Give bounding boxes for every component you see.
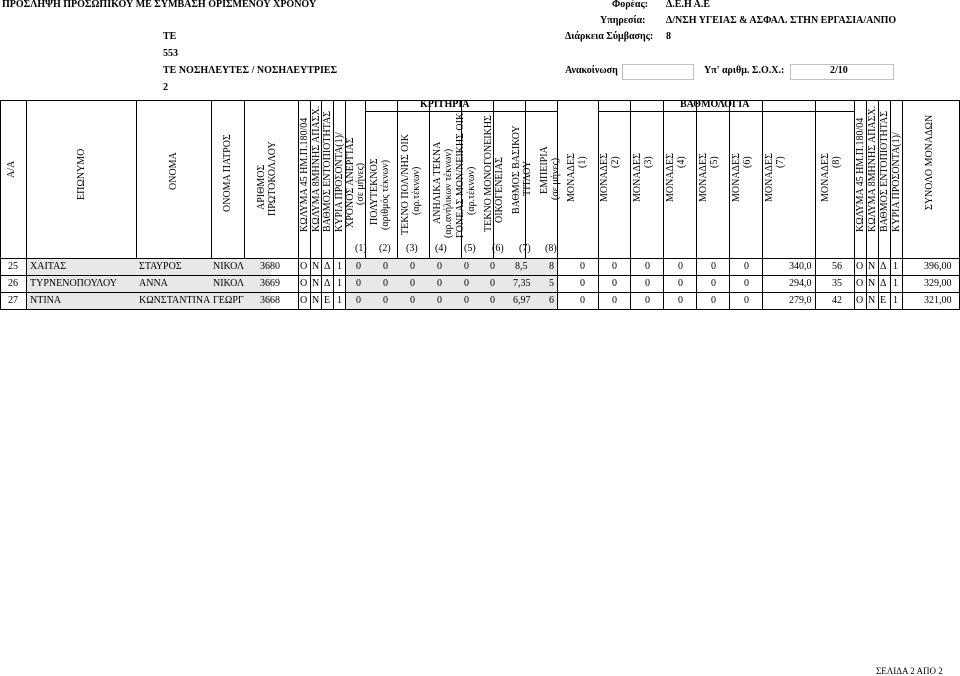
row-r1: Ο <box>856 261 864 272</box>
col-onoma-patros: ΟΝΟΜΑ ΠΑΤΡΟΣ <box>222 134 233 212</box>
col-kyria: ΚΥΡΙΑ ΠΡΟΣΟΝΤΑ(1)/ <box>334 132 345 232</box>
row-k1: Ο <box>300 261 308 272</box>
row-k3: Δ <box>324 261 331 272</box>
criteria-num-7: (7) <box>519 243 531 254</box>
col-tekno-poly-unit: (αρ.τέκνων) <box>411 166 422 215</box>
row-m5: 0 <box>711 261 716 272</box>
col-monades-2-num: (2) <box>610 156 621 168</box>
ypiresia-value: Δ/ΝΣΗ ΥΓΕΙΑΣ & ΑΣΦΑΛ. ΣΤΗΝ ΕΡΓΑΣΙΑ/ΑΝΠΟ <box>666 15 897 26</box>
diarkeia-value: 8 <box>666 31 671 42</box>
row-r2: Ν <box>868 261 876 272</box>
col-monades-7: ΜΟΝΑΔΕΣ <box>764 153 775 202</box>
row-k3: Ε <box>324 295 331 306</box>
row-r3: Ε <box>880 295 887 306</box>
row-k4: 1 <box>337 278 342 289</box>
col-ar-protokollou-1: ΑΡΙΘΜΟΣ <box>256 164 267 210</box>
col-monades-6-num: (6) <box>742 156 753 168</box>
col-monades-8: ΜΟΝΑΔΕΣ <box>820 153 831 202</box>
row-r2: Ν <box>868 278 876 289</box>
row-c5: 0 <box>464 261 469 272</box>
row-c4: 0 <box>437 278 442 289</box>
row-r4: 1 <box>893 261 898 272</box>
col-kolyma-8m: ΚΩΛΥΜΑ 8ΜΗΝΗΣ ΑΠΑΣΧ. <box>311 105 322 232</box>
row-c2: 0 <box>383 261 388 272</box>
col-ar-protokollou-2: ΠΡΩΤΟΚΟΛΛΟΥ <box>267 141 278 216</box>
row-c4: 0 <box>437 295 442 306</box>
row-c7: 7,35 <box>513 278 531 289</box>
row-c1: 0 <box>356 295 361 306</box>
row-m4: 0 <box>678 295 683 306</box>
row-m1: 0 <box>580 261 585 272</box>
col-vathmos-titlou-2: ΤΙΤΛΟΥ <box>522 160 533 196</box>
col-monades-3: ΜΟΝΑΔΕΣ <box>632 153 643 202</box>
row-r4: 1 <box>893 278 898 289</box>
row-r2: Ν <box>868 295 876 306</box>
row-total: 321,00 <box>924 295 952 306</box>
row-m6: 0 <box>744 295 749 306</box>
row-onoma: ΚΩΝΣΤΑΝΤΙΝΑ <box>139 295 211 306</box>
document-title: ΠΡΟΣΛΗΨΗ ΠΡΟΣΩΠΙΚΟΥ ΜΕ ΣΥΜΒΑΣΗ ΟΡΙΣΜΕΝΟΥ ΧΡΟΝΟΥ <box>2 0 317 10</box>
col-vathmos-titlou: ΒΑΘΜΟΣ ΒΑΣΙΚΟΥ <box>511 125 522 214</box>
row-m6: 0 <box>744 278 749 289</box>
col-synolo: ΣΥΝΟΛΟ ΜΟΝΑΔΩΝ <box>924 114 935 210</box>
code-label: 553 <box>163 48 178 59</box>
row-m2: 0 <box>612 261 617 272</box>
col-monades-5-num: (5) <box>709 156 720 168</box>
col-kolyma-45-r: ΚΩΛΥΜΑ 45 ΗΜ.Π.180/04 <box>855 117 866 232</box>
col-kolyma-45: ΚΩΛΥΜΑ 45 ΗΜ.Π.180/04 <box>299 117 310 232</box>
ypiresia-label: Υπηρεσία: <box>600 15 646 26</box>
foreas-label: Φορέας: <box>612 0 649 10</box>
col-monades-6: ΜΟΝΑΔΕΣ <box>731 153 742 202</box>
anakoinosi-field <box>622 64 694 80</box>
row-aa: 25 <box>8 261 18 272</box>
row-k2: Ν <box>312 261 320 272</box>
row-m8: 56 <box>832 261 842 272</box>
criteria-num-8: (8) <box>545 243 557 254</box>
page-number: ΣΕΛΙΔΑ 2 ΑΠΟ 2 <box>876 666 943 676</box>
row-m8: 42 <box>832 295 842 306</box>
row-m7: 340,0 <box>789 261 812 272</box>
row-c3: 0 <box>410 261 415 272</box>
row-c3: 0 <box>410 295 415 306</box>
row-m7: 279,0 <box>789 295 812 306</box>
row-r1: Ο <box>856 278 864 289</box>
diarkeia-label: Διάρκεια Σύμβασης: <box>565 31 654 42</box>
col-monades-4-num: (4) <box>676 156 687 168</box>
criteria-num-2: (2) <box>379 243 391 254</box>
col-monades-7-num: (7) <box>775 156 786 168</box>
category-label: ΤΕ <box>163 31 177 42</box>
positions-count: 2 <box>163 82 168 93</box>
row-m1: 0 <box>580 295 585 306</box>
row-m4: 0 <box>678 278 683 289</box>
row-c2: 0 <box>383 278 388 289</box>
col-monades-5: ΜΟΝΑΔΕΣ <box>698 153 709 202</box>
kritiria-header: ΚΡΙΤΗΡΙΑ <box>420 99 470 110</box>
row-k3: Δ <box>324 278 331 289</box>
row-patros: ΝΙΚΟΛ <box>213 261 245 272</box>
row-m8: 35 <box>832 278 842 289</box>
row-c6: 0 <box>490 295 495 306</box>
col-goneas-unit: (αρ.τέκνων) <box>466 166 477 215</box>
criteria-num-3: (3) <box>406 243 418 254</box>
row-k4: 1 <box>337 261 342 272</box>
row-c1: 0 <box>356 261 361 272</box>
row-r4: 1 <box>893 295 898 306</box>
col-eponymo: ΕΠΩΝΥΜΟ <box>76 148 87 200</box>
row-c7: 8,5 <box>515 261 528 272</box>
row-onoma: ΣΤΑΥΡΟΣ <box>139 261 182 272</box>
col-monades-8-num: (8) <box>831 156 842 168</box>
col-monades-4: ΜΟΝΑΔΕΣ <box>665 153 676 202</box>
criteria-num-4: (4) <box>435 243 447 254</box>
col-tekno-poly: ΤΕΚΝΟ ΠΟΛ/ΝΗΣ ΟΙΚ <box>400 134 411 235</box>
col-empeiria: ΕΜΠΕΙΡΙΑ <box>539 146 550 194</box>
foreas-value: Δ.Ε.Η Α.Ε <box>666 0 711 10</box>
row-c3: 0 <box>410 278 415 289</box>
row-m1: 0 <box>580 278 585 289</box>
row-c6: 0 <box>490 261 495 272</box>
row-protokollo: 3680 <box>260 261 280 272</box>
row-c8: 8 <box>549 261 554 272</box>
row-m3: 0 <box>645 278 650 289</box>
col-anilika-unit: (αρ.ανήλικων τέκνων) <box>443 148 454 238</box>
row-patros: ΓΕΩΡΓ <box>213 295 244 306</box>
row-m2: 0 <box>612 278 617 289</box>
criteria-num-6: (6) <box>492 243 504 254</box>
row-m4: 0 <box>678 261 683 272</box>
row-m6: 0 <box>744 261 749 272</box>
col-xronos-anergias-unit: (σε μήνες) <box>355 162 366 205</box>
col-monades-1: ΜΟΝΑΔΕΣ <box>566 153 577 202</box>
row-k2: Ν <box>312 295 320 306</box>
yp-arithm-label: Υπ' αριθμ. Σ.Ο.Χ.: <box>704 65 785 76</box>
row-c4: 0 <box>437 261 442 272</box>
row-protokollo: 3669 <box>260 278 280 289</box>
row-patros: ΝΙΚΟΛ <box>213 278 245 289</box>
row-c7: 6,97 <box>513 295 531 306</box>
criteria-num-1: (1) <box>355 243 367 254</box>
row-c1: 0 <box>356 278 361 289</box>
col-vathmos-entop-r: ΒΑΘΜΟΣ ΕΝΤΟΠΙΟΤΗΤΑΣ <box>879 110 890 232</box>
row-k2: Ν <box>312 278 320 289</box>
row-r1: Ο <box>856 295 864 306</box>
row-m5: 0 <box>711 295 716 306</box>
row-total: 329,00 <box>924 278 952 289</box>
col-kolyma-8m-r: ΚΩΛΥΜΑ 8ΜΗΝΗΣ ΑΠΑΣΧ. <box>867 105 878 232</box>
col-onoma: ΟΝΟΜΑ <box>168 152 179 190</box>
row-onoma: ΑΝΝΑ <box>139 278 168 289</box>
row-c8: 5 <box>549 278 554 289</box>
row-protokollo: 3668 <box>260 295 280 306</box>
row-eponymo: ΝΤΙΝΑ <box>30 295 62 306</box>
criteria-num-5: (5) <box>464 243 476 254</box>
row-m2: 0 <box>612 295 617 306</box>
row-c5: 0 <box>464 278 469 289</box>
row-c5: 0 <box>464 295 469 306</box>
row-m7: 294,0 <box>789 278 812 289</box>
row-c6: 0 <box>490 278 495 289</box>
row-eponymo: ΧΑΙΤΑΣ <box>30 261 67 272</box>
col-aa: Α/Α <box>6 160 17 178</box>
row-c8: 6 <box>549 295 554 306</box>
col-kyria-r: ΚΥΡΙΑ ΠΡΟΣΟΝΤΑ(1)/ <box>891 132 902 232</box>
row-m5: 0 <box>711 278 716 289</box>
row-k4: 1 <box>337 295 342 306</box>
col-polyteknos-unit: (αριθμός τέκνων) <box>380 159 391 230</box>
row-r3: Δ <box>880 278 887 289</box>
row-r3: Δ <box>880 261 887 272</box>
anakoinosi-label: Ανακοίνωση <box>565 65 618 76</box>
col-monades-2: ΜΟΝΑΔΕΣ <box>599 153 610 202</box>
col-tekno-mono-2: ΟΙΚΟΓΕΝΕΙΑΣ <box>494 157 505 223</box>
row-c2: 0 <box>383 295 388 306</box>
row-m3: 0 <box>645 261 650 272</box>
col-monades-3-num: (3) <box>643 156 654 168</box>
vathmologia-header: ΒΑΘΜΟΛΟΓΙΑ <box>680 99 750 110</box>
row-total: 396,00 <box>924 261 952 272</box>
row-aa: 26 <box>8 278 18 289</box>
col-tekno-mono: ΤΕΚΝΟ ΜΟΝΟΓΟΝΕΙΚΗΣ <box>483 115 494 232</box>
row-k1: Ο <box>300 295 308 306</box>
col-xronos-anergias: ΧΡΟΝΟΣ ΑΝΕΡΓΙΑΣ <box>345 137 356 228</box>
row-m3: 0 <box>645 295 650 306</box>
yp-arithm-value: 2/10 <box>830 65 848 76</box>
col-goneas: ΓΟΝΕΑΣ ΜΟΝ/ΝΕΙΚΗΣ ΟΙΚ <box>455 112 466 238</box>
row-aa: 27 <box>8 295 18 306</box>
specialty-label: ΤΕ ΝΟΣΗΛΕΥΤΕΣ / ΝΟΣΗΛΕΥΤΡΙΕΣ <box>163 65 338 76</box>
col-empeiria-unit: (σε μήνες) <box>550 157 561 200</box>
row-eponymo: ΤΥΡΝΕΝΟΠΟΥΛΟΥ <box>30 278 117 289</box>
col-vathmos-entop: ΒΑΘΜΟΣ ΕΝΤΟΠΙΟΤΗΤΑΣ <box>322 110 333 232</box>
col-polyteknos: ΠΟΛΥΤΕΚΝΟΣ <box>369 158 380 225</box>
row-k1: Ο <box>300 278 308 289</box>
col-monades-1-num: (1) <box>577 156 588 168</box>
col-anilika: ΑΝΗΛΙΚΑ ΤΕΚΝΑ <box>432 141 443 224</box>
